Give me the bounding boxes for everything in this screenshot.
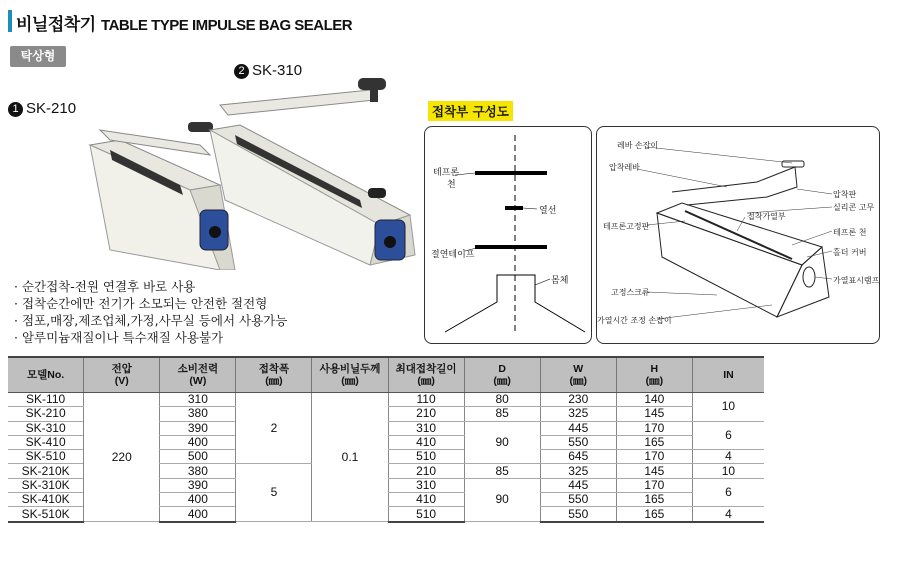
label-teflon: 테프론 bbox=[433, 168, 460, 178]
table-row: SK-210 380 210 85 325 145 bbox=[8, 407, 764, 421]
header-voltage: 전압 (V) bbox=[84, 357, 160, 393]
header-thickness: 사용비닐두께 (㎜) bbox=[312, 357, 388, 393]
label-press-lever: 압착레바 bbox=[609, 163, 640, 172]
title-korean: 비닐접착기 bbox=[16, 15, 96, 35]
table-row: SK-410 400 410 550 165 bbox=[8, 435, 764, 449]
cell-width-b: 5 bbox=[236, 464, 312, 522]
header-h: H (㎜) bbox=[616, 357, 692, 393]
sealer-sk310-image bbox=[210, 78, 415, 265]
label-silicone: 실리콘 고무 bbox=[833, 203, 875, 212]
table-row: SK-510K 400 510 550 165 4 bbox=[8, 507, 764, 522]
table-row: SK-410K 400 410 550 165 bbox=[8, 493, 764, 507]
label-press-plate: 압착판 bbox=[833, 190, 857, 199]
product-photo bbox=[70, 70, 420, 270]
table-header-row bbox=[8, 357, 764, 393]
header-max-length: 최대접착길이 (㎜) bbox=[388, 357, 464, 393]
header-in: IN bbox=[692, 357, 764, 393]
number-badge: 1 bbox=[8, 102, 23, 117]
table-row: SK-110 220 310 2 0.1 110 80 230 140 10 bbox=[8, 393, 764, 407]
spec-table bbox=[8, 356, 764, 523]
label-lever-handle: 레바 손잡이 bbox=[617, 141, 659, 150]
cell-voltage: 220 bbox=[84, 393, 160, 522]
feature-item: · 점포,매장,제조업체,가정,사무실 등에서 사용가능 bbox=[14, 313, 288, 328]
header-model: 모델No. bbox=[8, 357, 84, 393]
label-press-part: 접착가열부 bbox=[747, 212, 786, 221]
title-english: TABLE TYPE IMPULSE BAG SEALER bbox=[101, 17, 353, 34]
header-seal-width: 접착폭 (㎜) bbox=[236, 357, 312, 393]
structure-title: 접착부 구성도 bbox=[428, 101, 513, 121]
title-accent-bar bbox=[8, 10, 12, 32]
table-row: SK-510 500 510 645 170 4 bbox=[8, 450, 764, 464]
type-badge: 탁상형 bbox=[10, 46, 66, 67]
label-heat-lamp: 가열표시램프 bbox=[833, 276, 880, 285]
label-teflon-cloth: 테프론 천 bbox=[833, 228, 867, 237]
parts-diagram bbox=[596, 126, 880, 344]
cell-width-a: 2 bbox=[236, 393, 312, 464]
label-cloth: 천 bbox=[447, 180, 456, 190]
feature-list bbox=[14, 278, 287, 346]
table-row: SK-310 390 310 90 445 170 6 bbox=[8, 421, 764, 435]
label-heater: 열선 bbox=[539, 206, 557, 216]
feature-item: · 접착순간에만 전기가 소모되는 안전한 절전형 bbox=[14, 296, 268, 311]
label-body: 몸체 bbox=[551, 276, 569, 286]
product-label-1: 1 SK-210 bbox=[8, 100, 76, 117]
feature-item: · 순간접착-전원 연결후 바로 사용 bbox=[14, 279, 196, 294]
label-holder-cover: 홀더 커버 bbox=[833, 248, 867, 257]
label-teflon-fixer: 테프론고정판 bbox=[603, 222, 650, 231]
number-badge: 2 bbox=[234, 64, 249, 79]
product-label-2: 2 SK-310 bbox=[234, 62, 302, 79]
header-power: 소비전력 (W) bbox=[160, 357, 236, 393]
header-w: W (㎜) bbox=[540, 357, 616, 393]
header-d: D (㎜) bbox=[464, 357, 540, 393]
label-timer-knob: 가열시간 조정 손잡이 bbox=[597, 316, 672, 325]
feature-item: · 알루미늄재질이나 특수재질 사용불가 bbox=[14, 330, 224, 345]
cell-thickness: 0.1 bbox=[312, 393, 388, 522]
table-row: SK-210K 380 5 210 85 325 145 10 bbox=[8, 464, 764, 478]
page-title bbox=[16, 10, 352, 35]
table-row: SK-310K 390 310 90 445 170 6 bbox=[8, 478, 764, 492]
structure-diagram bbox=[424, 126, 592, 344]
label-insulation: 절연테이프 bbox=[431, 250, 475, 260]
label-fix-screw: 고정스크류 bbox=[611, 288, 650, 297]
